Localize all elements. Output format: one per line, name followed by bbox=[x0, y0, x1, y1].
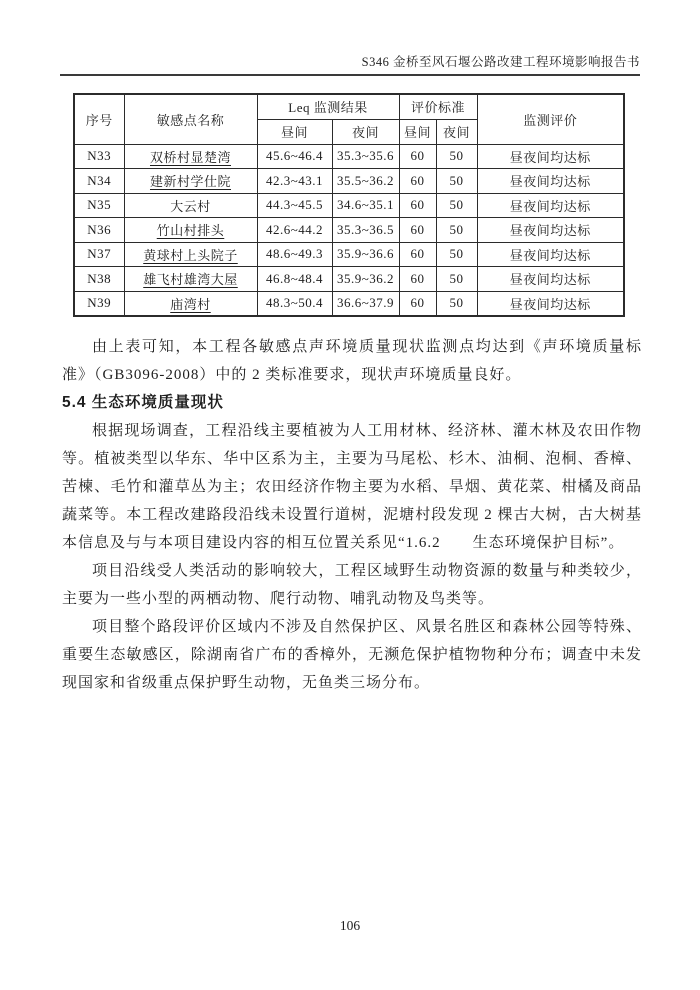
paragraph-vegetation: 根据现场调查，工程沿线主要植被为人工用材林、经济林、灌木林及农田作物等。植被类型以华东、华中区系为主，主要为马尾松、杉木、油桐、泡桐、香樟、苦楝、毛竹和灌草丛为主；农田经济作物主要为水稻、旱烟、黄花菜、柑橘及商品蔬菜等。本工程改建路段沿线未设置行道树，泥塘村段发现 2 棵古大树，古大树基本信息及与与本项目建设内容的相互位置关系见“1.6.2 生态环境保护目标”。 bbox=[62, 423, 642, 551]
cell-serial-number: N37 bbox=[74, 242, 124, 267]
cell-serial-number: N34 bbox=[74, 169, 124, 194]
cell-monitoring-evaluation: 昼夜间均达标 bbox=[477, 291, 624, 316]
paragraph-noise-summary: 由上表可知，本工程各敏感点声环境质量现状监测点均达到《声环境质量标准》（GB3096-2008）中的 2 类标准要求，现状声环境质量良好。 bbox=[62, 339, 642, 383]
cell-leq-night: 35.9~36.6 bbox=[332, 242, 399, 267]
cell-leq-night: 35.3~35.6 bbox=[332, 144, 399, 169]
header-monitoring-evaluation: 监测评价 bbox=[477, 94, 624, 144]
paragraph-sensitive-areas: 项目整个路段评价区域内不涉及自然保护区、风景名胜区和森林公园等特殊、重要生态敏感区，除湖南省广布的香樟外，无濒危保护植物物种分布；调查中未发现国家和省级重点保护野生动物，无鱼类三场分布。 bbox=[62, 619, 642, 691]
cell-std-day: 60 bbox=[399, 242, 436, 267]
cell-monitoring-evaluation: 昼夜间均达标 bbox=[477, 242, 624, 267]
header-leq-day: 昼间 bbox=[257, 119, 332, 144]
cell-std-night: 50 bbox=[436, 267, 477, 292]
cell-serial-number: N35 bbox=[74, 193, 124, 218]
cell-sensitive-point-name: 竹山村排头 bbox=[124, 218, 257, 243]
cell-sensitive-point-name: 大云村 bbox=[124, 193, 257, 218]
table-body bbox=[74, 144, 624, 316]
cell-serial-number: N33 bbox=[74, 144, 124, 169]
header-std-night: 夜间 bbox=[436, 119, 477, 144]
cell-serial-number: N36 bbox=[74, 218, 124, 243]
body-text bbox=[62, 333, 642, 697]
cell-std-night: 50 bbox=[436, 144, 477, 169]
cell-leq-day: 42.3~43.1 bbox=[257, 169, 332, 194]
table-row bbox=[74, 242, 624, 267]
cell-monitoring-evaluation: 昼夜间均达标 bbox=[477, 193, 624, 218]
table-row bbox=[74, 267, 624, 292]
cell-std-night: 50 bbox=[436, 193, 477, 218]
header-leq-night: 夜间 bbox=[332, 119, 399, 144]
cell-leq-day: 46.8~48.4 bbox=[257, 267, 332, 292]
cell-monitoring-evaluation: 昼夜间均达标 bbox=[477, 169, 624, 194]
table-row bbox=[74, 193, 624, 218]
cell-leq-night: 36.6~37.9 bbox=[332, 291, 399, 316]
header-leq-results-group: Leq 监测结果 bbox=[257, 94, 399, 119]
cell-serial-number: N39 bbox=[74, 291, 124, 316]
cell-leq-day: 45.6~46.4 bbox=[257, 144, 332, 169]
noise-monitoring-table bbox=[73, 93, 625, 317]
cell-std-night: 50 bbox=[436, 169, 477, 194]
cell-std-day: 60 bbox=[399, 169, 436, 194]
table-row bbox=[74, 218, 624, 243]
section-heading-5-4: 5.4 生态环境质量现状 bbox=[62, 394, 224, 411]
cell-leq-night: 35.3~36.5 bbox=[332, 218, 399, 243]
header-std-day: 昼间 bbox=[399, 119, 436, 144]
cell-std-day: 60 bbox=[399, 193, 436, 218]
cell-leq-night: 35.9~36.2 bbox=[332, 267, 399, 292]
cell-leq-day: 42.6~44.2 bbox=[257, 218, 332, 243]
cell-std-night: 50 bbox=[436, 291, 477, 316]
cell-std-day: 60 bbox=[399, 291, 436, 316]
page-number: 106 bbox=[339, 918, 361, 933]
cell-leq-day: 44.3~45.5 bbox=[257, 193, 332, 218]
cell-serial-number: N38 bbox=[74, 267, 124, 292]
cell-sensitive-point-name: 雄飞村雄湾大屋 bbox=[124, 267, 257, 292]
cell-std-night: 50 bbox=[436, 218, 477, 243]
cell-leq-day: 48.3~50.4 bbox=[257, 291, 332, 316]
cell-sensitive-point-name: 黄球村上头院子 bbox=[124, 242, 257, 267]
paragraph-wildlife: 项目沿线受人类活动的影响较大，工程区域野生动物资源的数量与种类较少，主要为一些小型的两栖动物、爬行动物、哺乳动物及鸟类等。 bbox=[62, 563, 642, 607]
cell-std-day: 60 bbox=[399, 218, 436, 243]
cell-sensitive-point-name: 庙湾村 bbox=[124, 291, 257, 316]
header-sensitive-point-name: 敏感点名称 bbox=[124, 94, 257, 144]
table-header bbox=[74, 94, 624, 144]
cell-sensitive-point-name: 建新村学仕院 bbox=[124, 169, 257, 194]
cell-leq-night: 34.6~35.1 bbox=[332, 193, 399, 218]
cell-monitoring-evaluation: 昼夜间均达标 bbox=[477, 218, 624, 243]
cell-leq-night: 35.5~36.2 bbox=[332, 169, 399, 194]
document-header-title: S346 金桥至风石堰公路改建工程环境影响报告书 bbox=[60, 54, 640, 76]
table-row bbox=[74, 291, 624, 316]
table-row bbox=[74, 144, 624, 169]
cell-sensitive-point-name: 双桥村显楚湾 bbox=[124, 144, 257, 169]
cell-std-night: 50 bbox=[436, 242, 477, 267]
cell-monitoring-evaluation: 昼夜间均达标 bbox=[477, 267, 624, 292]
cell-monitoring-evaluation: 昼夜间均达标 bbox=[477, 144, 624, 169]
header-evaluation-standard-group: 评价标准 bbox=[399, 94, 477, 119]
table-row bbox=[74, 169, 624, 194]
table-header-row-1 bbox=[74, 94, 624, 119]
cell-leq-day: 48.6~49.3 bbox=[257, 242, 332, 267]
cell-std-day: 60 bbox=[399, 267, 436, 292]
header-serial-number: 序号 bbox=[74, 94, 124, 144]
cell-std-day: 60 bbox=[399, 144, 436, 169]
